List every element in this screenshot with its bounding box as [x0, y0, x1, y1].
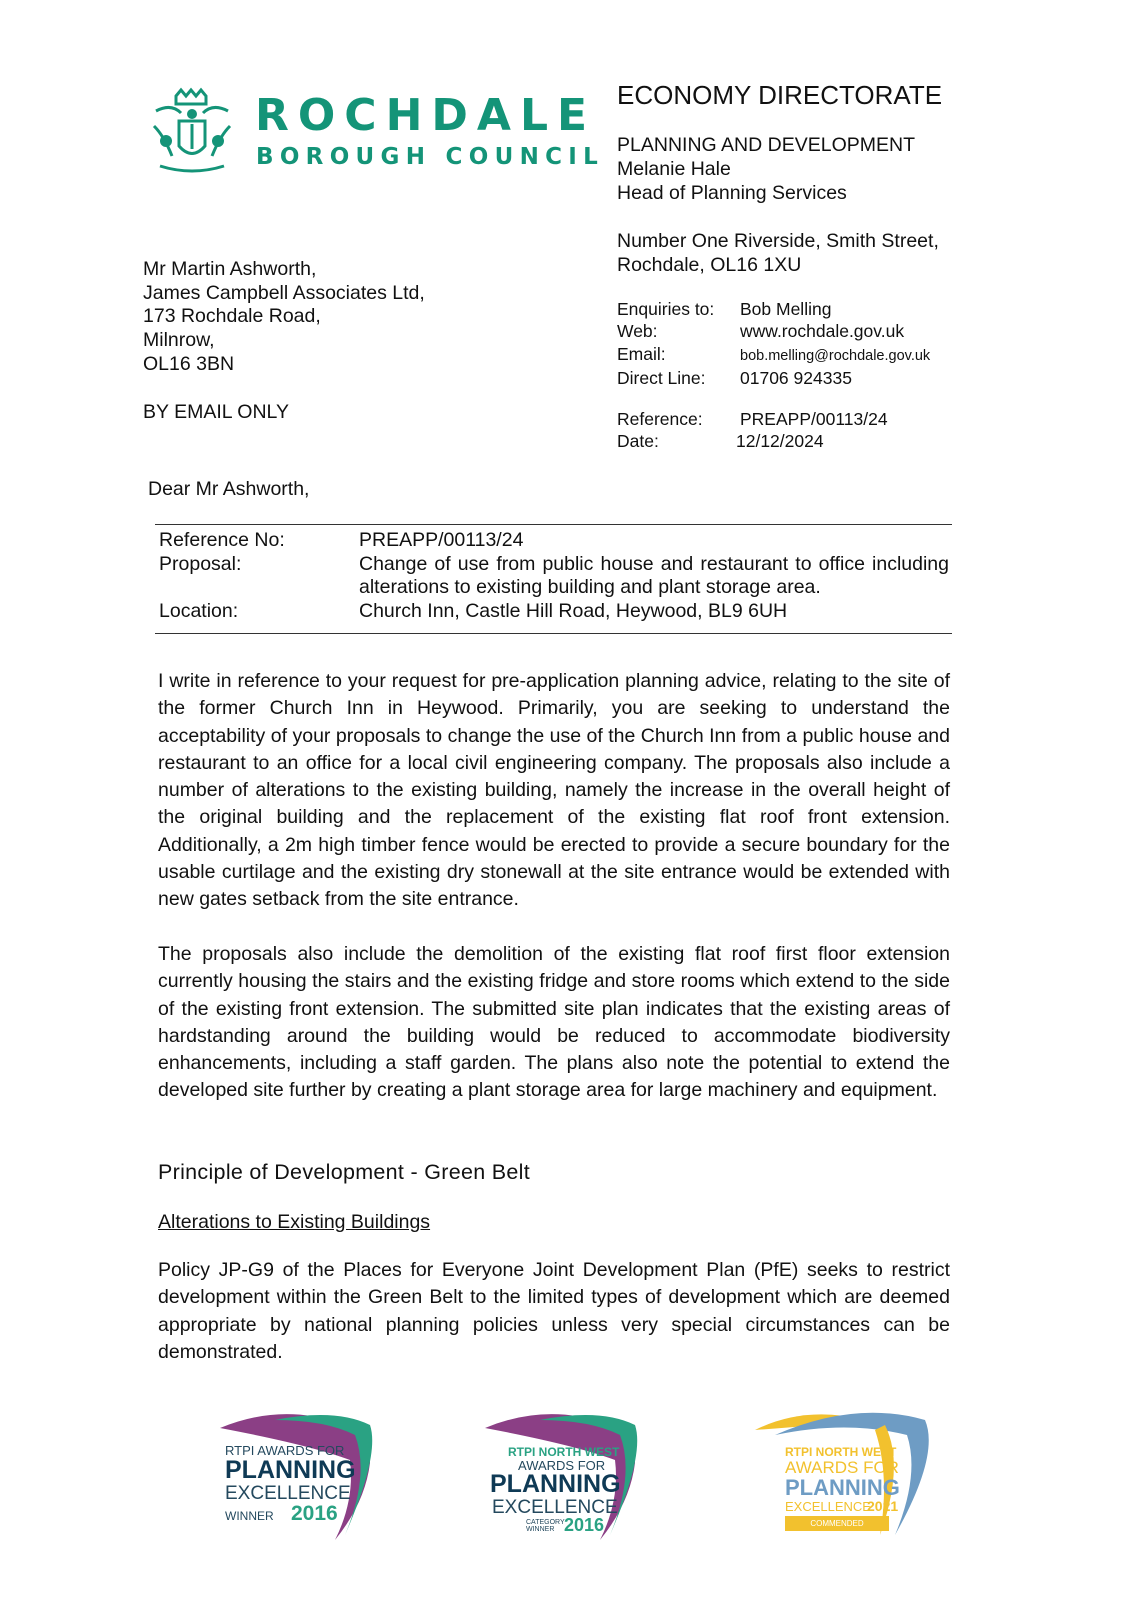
table-row: Proposal: Change of use from public house and restaurant to office including alterations to existing building and plant storage area.: [159, 552, 949, 598]
salutation: Dear Mr Ashworth,: [148, 478, 310, 500]
section-heading: Principle of Development - Green Belt: [158, 1160, 530, 1184]
logo-subtitle: BOROUGH COUNCIL: [256, 144, 605, 170]
body-paragraph: I write in reference to your request for pre-application planning advice, relating to the site of the former Church Inn in Heywood. Primarily, you are seeking to understand the acceptability of your proposals to change the use of the Church Inn from a public house and restaurant to an office for a local civil engineering company. The proposals also include a number of alterations to the existing building, namely the increase in the overall height of the original building and the replacement of the existing flat roof front extension. Additionally, a 2m high timber fence would be erected to provide a secure boundary for the usable curtilage and the existing dry stonewall at the site entrance would be extended with new gates setback from the site entrance.: [158, 670, 950, 911]
sender-address: [617, 229, 939, 277]
contact-details: [617, 298, 930, 389]
contact-row: Web: www.rochdale.gov.uk: [617, 321, 905, 342]
body-paragraph: Policy JP-G9 of the Places for Everyone Joint Development Plan (PfE) seeks to restrict development within the Green Belt to the limited types of development which are deemed appropriate by national planning policies unless very special circumstances can be demonstrated.: [158, 1259, 950, 1363]
sender-role: Head of Planning Services: [617, 182, 847, 204]
date-value: 12/12/2024: [736, 431, 824, 452]
reference-date: Reference: PREAPP/00113/24 Date: 12/12/2024: [617, 409, 888, 452]
contact-row: Direct Line: 01706 924335: [617, 367, 852, 388]
award-logo-nw-2016: RTPI NORTH WEST AWARDS FOR PLANNING EXCELLENCE CATEGORY WINNER 2016: [480, 1410, 640, 1540]
contact-row: Enquiries to: Bob Melling: [617, 299, 832, 319]
summary-table: [155, 524, 952, 634]
table-row: Reference No: PREAPP/00113/24: [159, 529, 524, 551]
award-logo-nw-2021: RTPI NORTH WEST AWARDS FOR PLANNING EXCELLENCE 2021 COMMENDED: [755, 1410, 915, 1540]
logo-title: ROCHDALE: [255, 90, 597, 141]
sender-block: [617, 133, 915, 205]
email-link[interactable]: bob.melling@rochdale.gov.uk: [740, 347, 931, 364]
reference-value: PREAPP/00113/24: [740, 409, 888, 429]
subsection-heading: Alterations to Existing Buildings: [158, 1211, 431, 1233]
department: PLANNING AND DEVELOPMENT: [617, 134, 915, 156]
web-link[interactable]: www.rochdale.gov.uk: [740, 321, 905, 342]
address-line: Number One Riverside, Smith Street,: [617, 230, 939, 252]
table-row: Location: Church Inn, Castle Hill Road, Heywood, BL9 6UH: [159, 599, 788, 622]
sender-name: Melanie Hale: [617, 158, 731, 180]
address-line: Rochdale, OL16 1XU: [617, 254, 802, 276]
council-crest-logo: [146, 86, 238, 178]
directorate: ECONOMY DIRECTORATE: [617, 80, 943, 110]
delivery-method: BY EMAIL ONLY: [143, 401, 289, 423]
recipient-address: Mr Martin Ashworth, James Campbell Associates Ltd, 173 Rochdale Road, Milnrow, OL16 3BN: [143, 258, 425, 375]
contact-row: Email: bob.melling@rochdale.gov.uk: [617, 343, 931, 364]
award-logo-2016: RTPI AWARDS FOR PLANNING EXCELLENCE WINNER 2016: [215, 1410, 375, 1540]
body-paragraph: The proposals also include the demolition of the existing flat roof first floor extension currently housing the stairs and the existing fridge and store rooms which extend to the side of the existing front extension. The submitted site plan indicates that the existing areas of hardstanding around the building would be reduced to accommodate biodiversity enhancements, including a staff garden. The plans also note the potential to extend the developed site further by creating a plant storage area for large machinery and equipment.: [158, 943, 950, 1102]
